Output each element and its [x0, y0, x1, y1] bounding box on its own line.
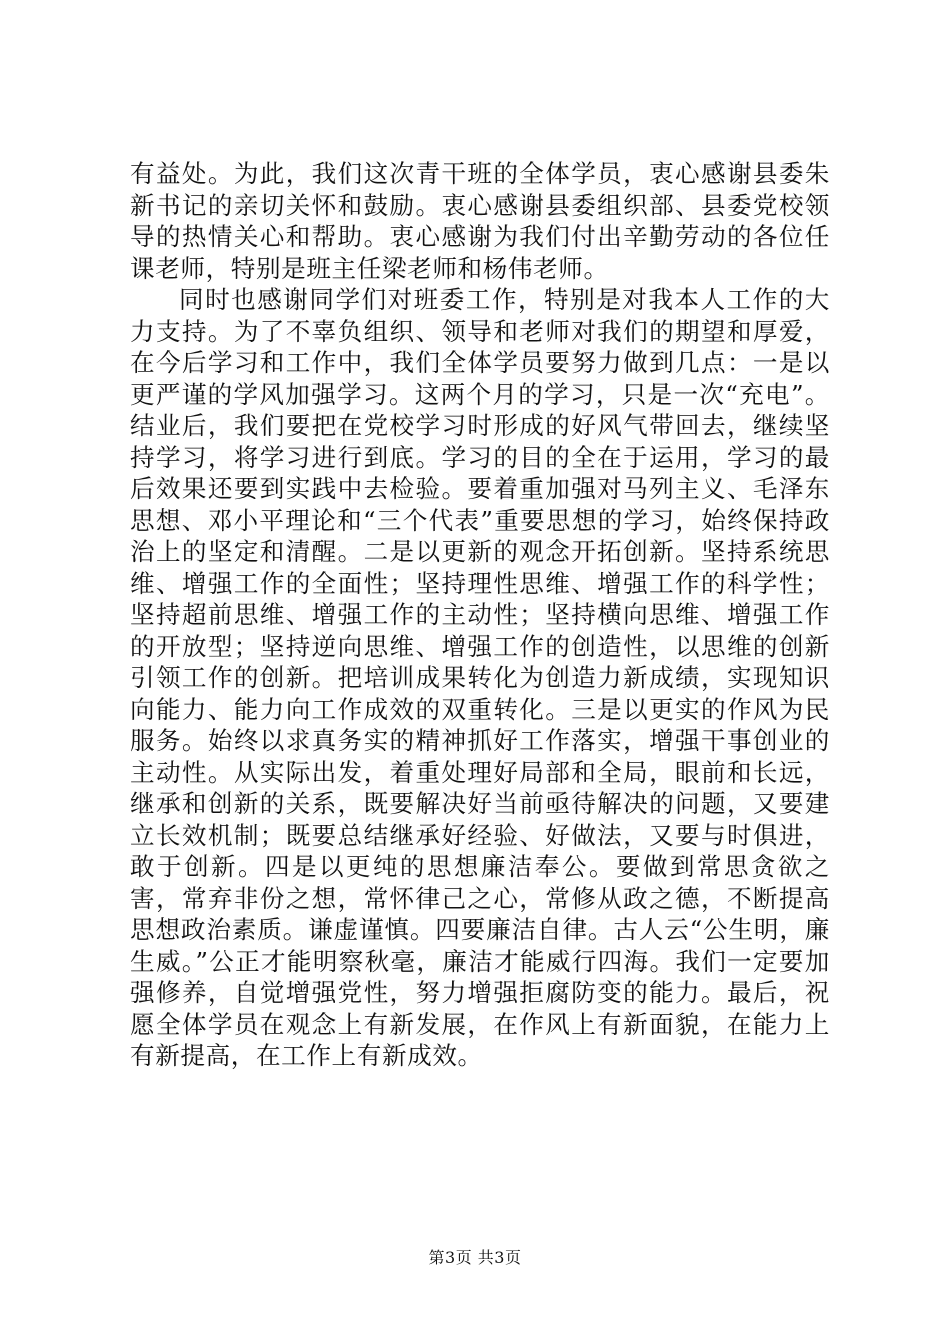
document-body: [130, 158, 830, 1072]
paragraph-main: 同时也感谢同学们对班委工作，特别是对我本人工作的大力支持。为了不辜负组织、领导和老师对我们的期望和厚爱，在今后学习和工作中，我们全体学员要努力做到几点：一是以更严谨的学风加强学习。这两个月的学习，只是一次“充电”。结业后，我们要把在党校学习时形成的好风气带回去，继续坚持学习，将学习进行到底。学习的目的全在于运用，学习的最后效果还要到实践中去检验。要着重加强对马列主义、毛泽东思想、邓小平理论和“三个代表”重要思想的学习，始终保持政治上的坚定和清醒。二是以更新的观念开拓创新。坚持系统思维、增强工作的全面性；坚持理性思维、增强工作的科学性；坚持超前思维、增强工作的主动性；坚持横向思维、增强工作的开放型；坚持逆向思维、增强工作的创造性，以思维的创新引领工作的创新。把培训成果转化为创造力新成绩，实现知识向能力、能力向工作成效的双重转化。三是以更实的作风为民服务。始终以求真务实的精神抓好工作落实，增强干事创业的主动性。从实际出发，着重处理好局部和全局，眼前和长远，继承和创新的关系，既要解决好当前亟待解决的问题，又要建立长效机制；既要总结继承好经验、好做法，又要与时俱进，敢于创新。四是以更纯的思想廉洁奉公。要做到常思贪欲之害，常弃非份之想，常怀律己之心，常修从政之德，不断提高思想政治素质。谦虚谨慎。四要廉洁自律。古人云“公生明，廉生威。”公正才能明察秋毫，廉洁才能威行四海。我们一定要加强修养，自觉增强党性，努力增强拒腐防变的能力。最后，祝愿全体学员在观念上有新发展，在作风上有新面貌，在能力上有新提高，在工作上有新成效。: [130, 285, 830, 1070]
page-number-footer: 第3页 共3页: [428, 1248, 522, 1267]
paragraph-continuation: 有益处。为此，我们这次青干班的全体学员，衷心感谢县委朱新书记的亲切关怀和鼓励。衷心感谢县委组织部、县委党校领导的热情关心和帮助。衷心感谢为我们付出辛勤劳动的各位任课老师，特别是班主任梁老师和杨伟老师。: [130, 159, 830, 283]
